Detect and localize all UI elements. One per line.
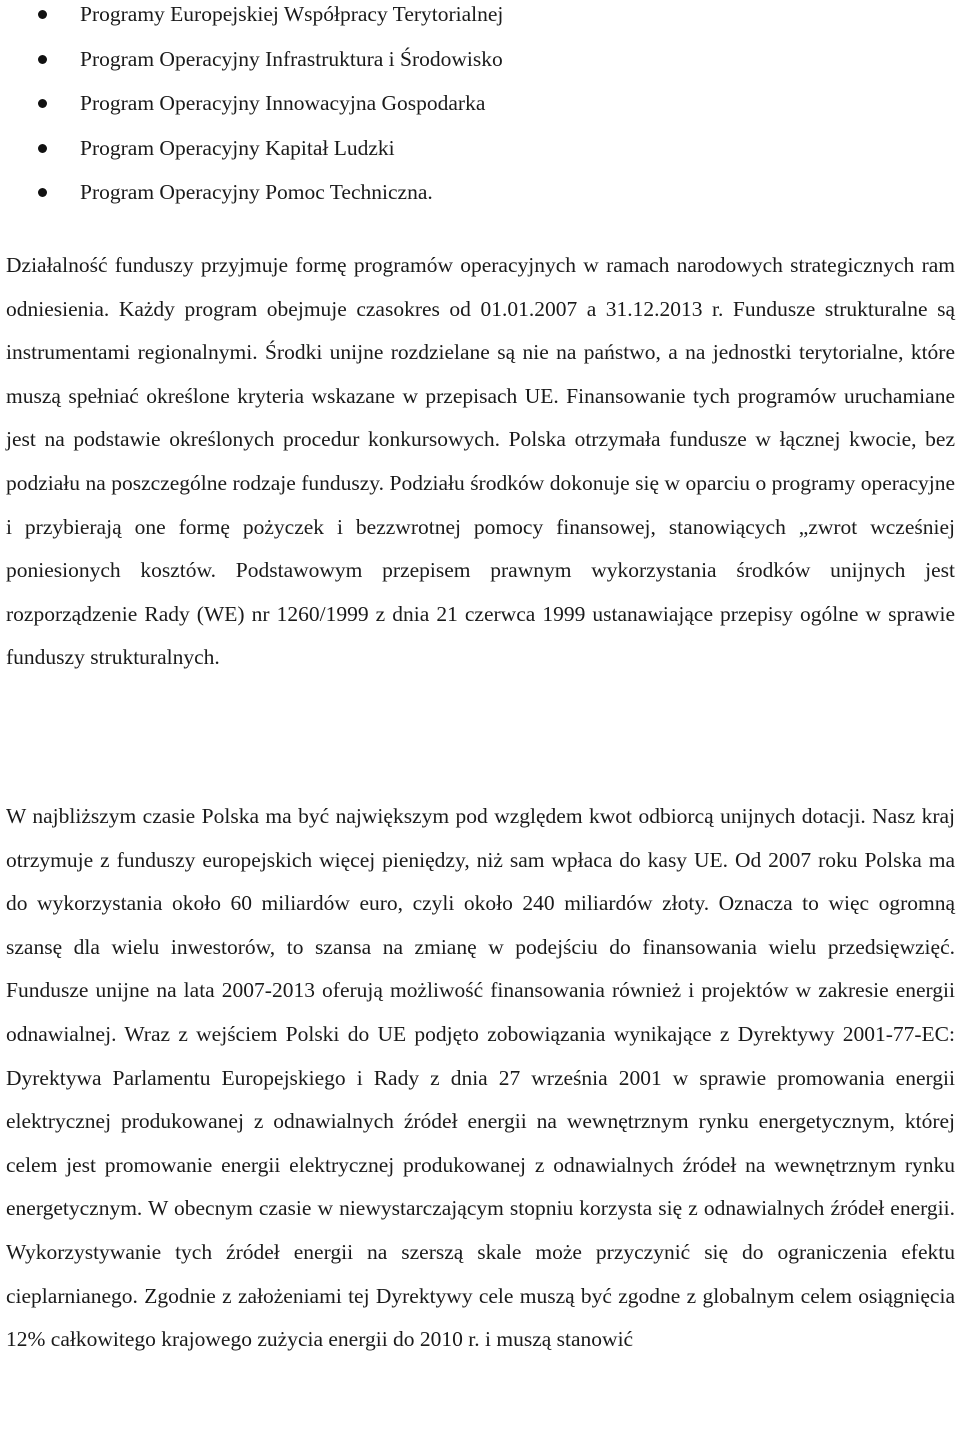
paragraph-eu-subsidies: W najbliższym czasie Polska ma być największym pod względem kwot odbiorcą unijnych dotacji. Nasz kraj otrzymuje z funduszy europejskich więcej pieniędzy, niż sam wpłaca do kasy UE. Od 2007 roku Polska ma do wykorzystania około 60 miliardów euro, czyli około 240 miliardów złoty. Oznacza to więc ogromną szansę dla wielu inwestorów, to szansa na zmianę w podejściu do finansowania wielu przedsięwzięć. Fundusze unijne na lata 2007-2013 oferują możliwość finansowania również i projektów w zakresie energii odnawialnej. Wraz z wejściem Polski do UE podjęto zobowiązania wynikające z Dyrektywy 2001-77-EC: Dyrektywa Parlamentu Europejskiego i Rady z dnia 27 września 2001 w sprawie promowania energii elektrycznej produkowanej z odnawialnych źródeł energii na wewnętrznym rynku energetycznym, której celem jest promowanie energii elektrycznej produkowanej z odnawialnych źródeł na wewnętrznym rynku energetycznym. W obecnym czasie w niewystarczającym stopniu korzysta się z odnawialnych źródeł energii. Wykorzystywanie tych źródeł energii na szerszą skale może przyczynić się do ograniczenia efektu cieplarnianego. Zgodnie z założeniami tej Dyrektywy cele muszą być zgodne z globalnym celem osiągnięcia 12% całkowitego krajowego zużycia energii do 2010 r. i muszą stanowić bbox=[6, 804, 955, 1352]
list-item-text: Programy Europejskiej Współpracy Terytorialnej bbox=[80, 2, 504, 26]
bullet-icon bbox=[38, 99, 47, 108]
list-item-text: Program Operacyjny Pomoc Techniczna. bbox=[80, 180, 433, 204]
list-item bbox=[0, 134, 960, 179]
list-item bbox=[0, 0, 960, 45]
bullet-icon bbox=[38, 10, 47, 19]
list-item bbox=[0, 45, 960, 90]
list-item bbox=[0, 89, 960, 134]
program-bullet-list bbox=[0, 0, 960, 223]
list-item-text: Program Operacyjny Kapitał Ludzki bbox=[80, 135, 395, 160]
list-item bbox=[0, 178, 960, 223]
bullet-icon bbox=[38, 188, 47, 197]
bullet-icon bbox=[38, 55, 47, 64]
list-item-text: Program Operacyjny Innowacyjna Gospodarka bbox=[80, 91, 486, 115]
list-item-text: Program Operacyjny Infrastruktura i Środowisko bbox=[80, 46, 503, 71]
bullet-icon bbox=[38, 144, 47, 153]
paragraph-structural-funds: Działalność funduszy przyjmuje formę programów operacyjnych w ramach narodowych strategicznych ram odniesienia. Każdy program obejmuje czasokres od 01.01.2007 a 31.12.2013 r. Fundusze strukturalne są instrumentami regionalnymi. Środki unijne rozdzielane są nie na państwo, a na jednostki terytorialne, które muszą spełniać określone kryteria wskazane w przepisach UE. Finansowanie tych programów uruchamiane jest na podstawie określonych procedur konkursowych. Polska otrzymała fundusze w łącznej kwocie, bez podziału na poszczególne rodzaje funduszy. Podziału środków dokonuje się w oparciu o programy operacyjne i przybierają one formę pożyczek i bezzwrotnej pomocy finansowej, stanowiących „zwrot wcześniej poniesionych kosztów. Podstawowym przepisem prawnym wykorzystania środków unijnych jest rozporządzenie Rady (WE) nr 1260/1999 z dnia 21 czerwca 1999 ustanawiające przepisy ogólne w sprawie funduszy strukturalnych. bbox=[6, 253, 955, 670]
